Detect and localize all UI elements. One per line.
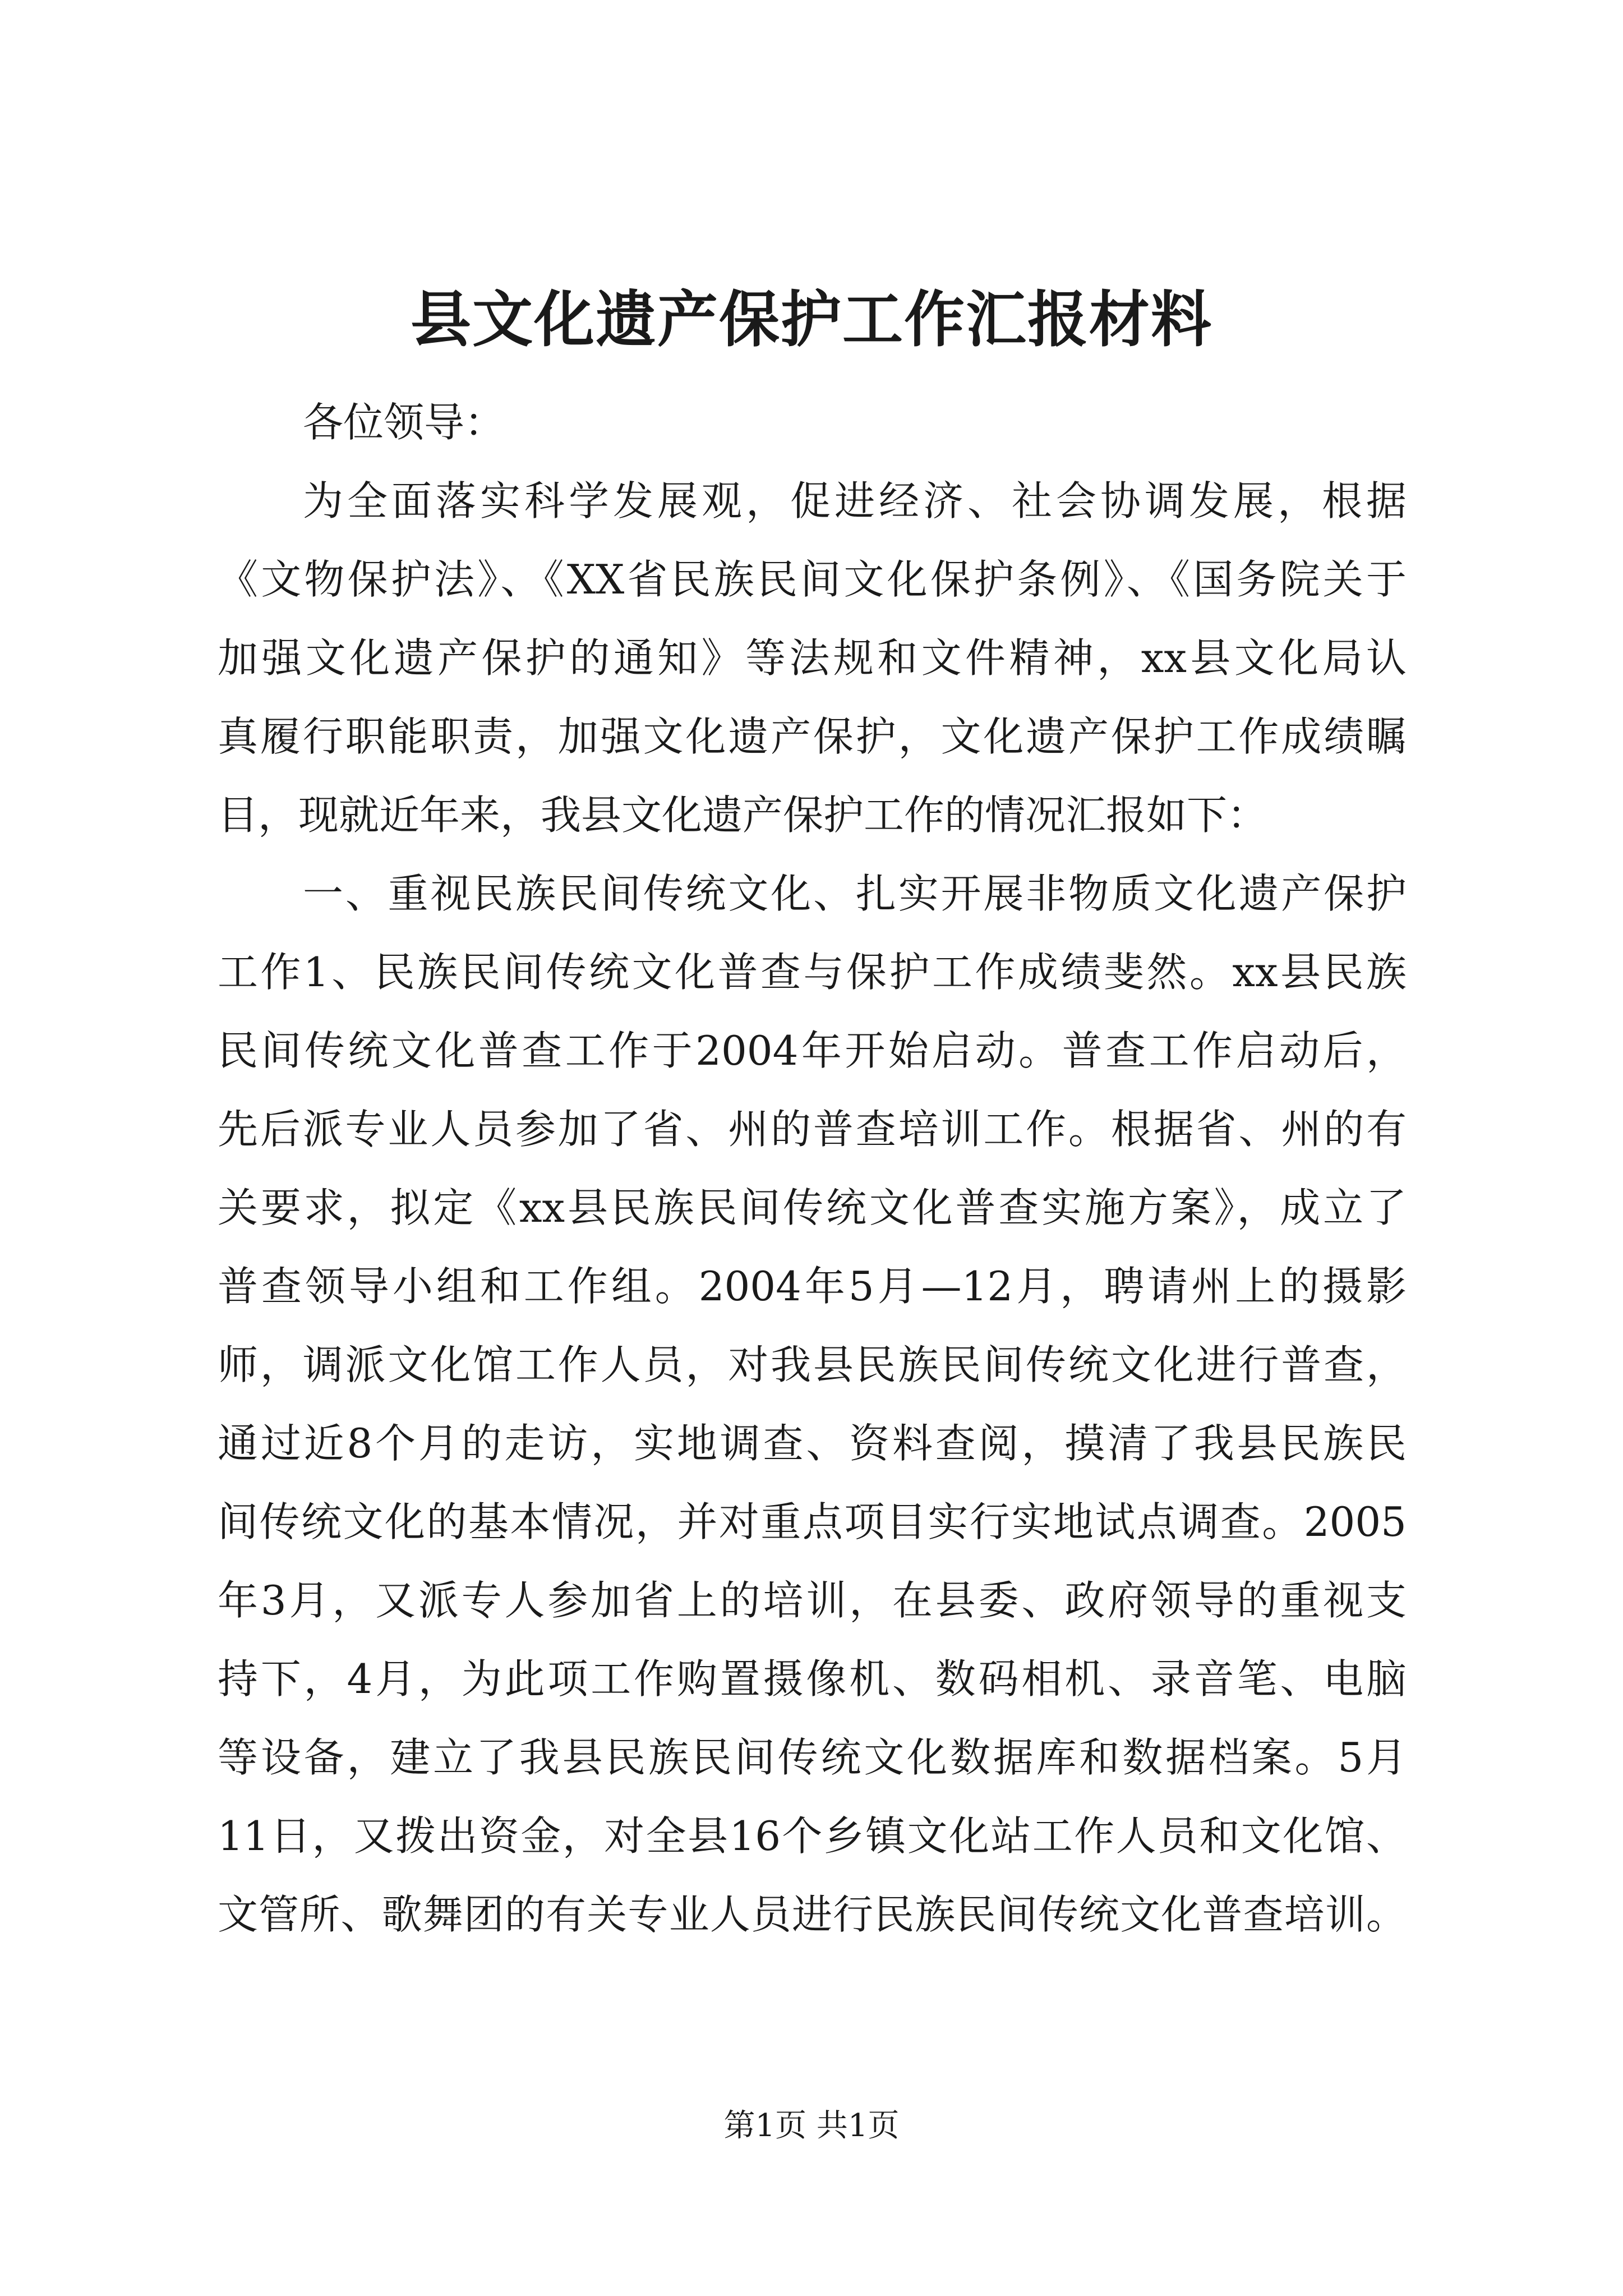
body-line: 工作1、民族民间传统文化普查与保护工作成绩斐然。xx县民族 <box>218 949 1407 996</box>
body-line: 普查领导小组和工作组。2004年5月—12月，聘请州上的摄影 <box>218 1263 1407 1310</box>
document-title: 县文化遗产保护工作汇报材料 <box>410 284 1212 355</box>
body-line: 等设备，建立了我县民族民间传统文化数据库和数据档案。5月 <box>218 1734 1407 1781</box>
body-line: 加强文化遗产保护的通知》等法规和文件精神，xx县文化局认 <box>218 634 1407 682</box>
body-line: 文管所、歌舞团的有关专业人员进行民族民间传统文化普查培训。 <box>218 1891 1407 1938</box>
body-line: 间传统文化的基本情况，并对重点项目实行实地试点调查。2005 <box>218 1498 1407 1545</box>
body-line: 年3月，又派专人参加省上的培训，在县委、政府领导的重视支 <box>218 1577 1407 1624</box>
body-line: 11日，又拨出资金，对全县16个乡镇文化站工作人员和文化馆、 <box>218 1812 1407 1860</box>
body-line: 民间传统文化普查工作于2004年开始启动。普查工作启动后， <box>218 1027 1407 1074</box>
body-line: 通过近8个月的走访，实地调查、资料查阅，摸清了我县民族民 <box>218 1420 1407 1467</box>
body-line: 师，调派文化馆工作人员，对我县民族民间传统文化进行普查， <box>218 1341 1407 1388</box>
body-line: 持下，4月，为此项工作购置摄像机、数码相机、录音笔、电脑 <box>218 1655 1407 1703</box>
body-line: 一、重视民族民间传统文化、扎实开展非物质文化遗产保护 <box>303 870 1407 917</box>
body-line: 《文物保护法》、《XX省民族民间文化保护条例》、《国务院关于 <box>218 556 1407 603</box>
body-line: 为全面落实科学发展观，促进经济、社会协调发展，根据 <box>303 477 1407 524</box>
body-line: 目，现就近年来，我县文化遗产保护工作的情况汇报如下： <box>218 792 1268 839</box>
body-line: 关要求，拟定《xx县民族民间传统文化普查实施方案》，成立了 <box>218 1184 1407 1231</box>
salutation: 各位领导： <box>303 399 505 446</box>
body-line: 真履行职能职责，加强文化遗产保护，文化遗产保护工作成绩瞩 <box>218 713 1407 760</box>
body-line: 先后派专业人员参加了省、州的普查培训工作。根据省、州的有 <box>218 1106 1407 1153</box>
page-number-footer: 第1页 共1页 <box>723 2108 900 2144</box>
